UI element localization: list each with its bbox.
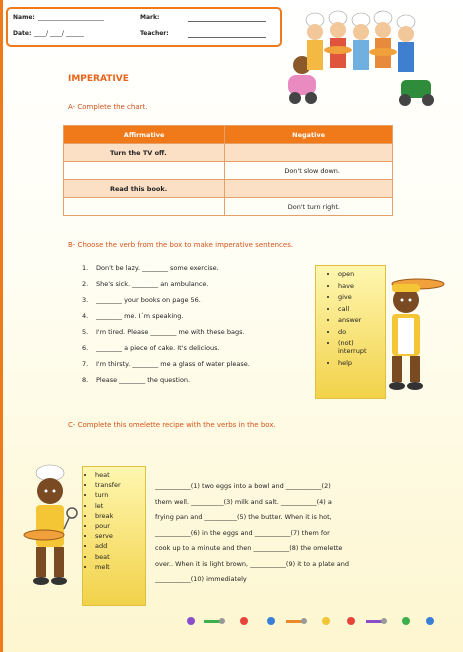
imperative-chart <box>63 125 393 216</box>
chart-cell-affirmative[interactable]: Turn the TV off. <box>64 144 225 162</box>
list-item[interactable]: 4. ________ me. I´m speaking. <box>82 312 184 320</box>
chart-cell-affirmative[interactable] <box>64 198 225 216</box>
verb-item: • call <box>338 305 385 313</box>
verb-item: • add <box>95 542 145 550</box>
list-item[interactable]: 7. I'm thirsty. ________ me a glass of water please. <box>82 360 250 368</box>
chart-cell-negative[interactable]: Don't turn right. <box>225 198 393 216</box>
teacher-label: Teacher: <box>140 30 169 37</box>
date-label: Date: <box>13 30 32 37</box>
list-item[interactable]: 6. ________ a piece of cake. It's delicious. <box>82 344 220 352</box>
teacher-line[interactable] <box>188 37 266 38</box>
verb-item: • melt <box>95 563 145 571</box>
verb-item: • serve <box>95 532 145 540</box>
col-negative: Negative <box>225 126 393 144</box>
recipe-line[interactable]: ___________(1) two eggs into a bowl and ___________(2) <box>155 482 331 490</box>
chart-cell-negative[interactable]: Don't slow down. <box>225 162 393 180</box>
chart-cell-negative[interactable] <box>225 144 393 162</box>
verb-item: • have <box>338 282 385 290</box>
section-b-heading: B- Choose the verb from the box to make imperative sentences. <box>68 241 294 249</box>
worksheet-title: IMPERATIVE <box>68 74 129 84</box>
left-accent-bar <box>0 0 3 652</box>
date-blank[interactable]: ____/ ____/ ______ <box>34 30 84 37</box>
verb-box-b <box>315 265 386 399</box>
recipe-line[interactable]: cook up to a minute and then ___________(8) the omelette <box>155 544 343 552</box>
mark-label: Mark: <box>140 14 160 21</box>
table-row <box>64 162 393 180</box>
list-item[interactable]: 8. Please ________ the question. <box>82 376 191 384</box>
verb-item: • do <box>338 328 385 336</box>
girl-cook-illustration <box>378 262 446 394</box>
col-affirmative: Affirmative <box>64 126 225 144</box>
verb-item: • pour <box>95 522 145 530</box>
verb-box-c <box>82 466 146 606</box>
verb-item: • break <box>95 512 145 520</box>
verb-item: • open <box>338 270 385 278</box>
verb-item: • answer <box>338 316 385 324</box>
recipe-text <box>155 482 405 591</box>
verb-item: • transfer <box>95 481 145 489</box>
table-row <box>64 180 393 198</box>
name-blank[interactable]: ______________________ <box>38 14 104 21</box>
chart-cell-affirmative[interactable]: Read this book. <box>64 180 225 198</box>
sentence-list <box>82 264 250 392</box>
utensil-border <box>186 614 436 628</box>
recipe-line[interactable]: over.. When it is light brown, ___________(9) it to a plate and <box>155 559 350 568</box>
verb-item: • beat <box>95 553 145 561</box>
chart-cell-negative[interactable] <box>225 180 393 198</box>
recipe-line[interactable]: frying pan and __________(5) the butter. When it is hot, <box>155 513 332 521</box>
list-item[interactable]: 3. ________ your books on page 56. <box>82 296 201 304</box>
chart-cell-affirmative[interactable] <box>64 162 225 180</box>
section-c-heading: C- Complete this omelette recipe with the verbs in the box. <box>68 421 276 429</box>
verb-item: • heat <box>95 471 145 479</box>
verb-item: • (not) interrupt <box>338 339 368 355</box>
verb-item: • turn <box>95 491 145 499</box>
table-row <box>64 198 393 216</box>
list-item[interactable]: 1. Don't be lazy. ________ some exercise. <box>82 264 219 272</box>
recipe-line[interactable]: them well. __________(3) milk and salt. ___________(4) a <box>155 497 332 506</box>
list-item[interactable]: 5. I'm tired. Please ________ me with these bags. <box>82 328 245 336</box>
mark-line[interactable] <box>188 21 266 22</box>
list-item[interactable]: 2. She's sick. ________ an ambulance. <box>82 280 209 288</box>
recipe-line[interactable]: ___________(6) in the eggs and ___________(7) them for <box>155 528 330 537</box>
table-row <box>64 144 393 162</box>
cooks-illustration <box>283 10 441 110</box>
boy-cook-illustration <box>22 463 84 593</box>
verb-item: • let <box>95 502 145 510</box>
verb-item: • give <box>338 293 385 301</box>
name-label: Name: <box>13 14 35 21</box>
verb-item: • help <box>338 359 385 367</box>
section-a-heading: A- Complete the chart. <box>68 103 148 111</box>
student-info-box <box>6 7 282 47</box>
recipe-line[interactable]: ___________(10) immediately <box>155 575 247 583</box>
